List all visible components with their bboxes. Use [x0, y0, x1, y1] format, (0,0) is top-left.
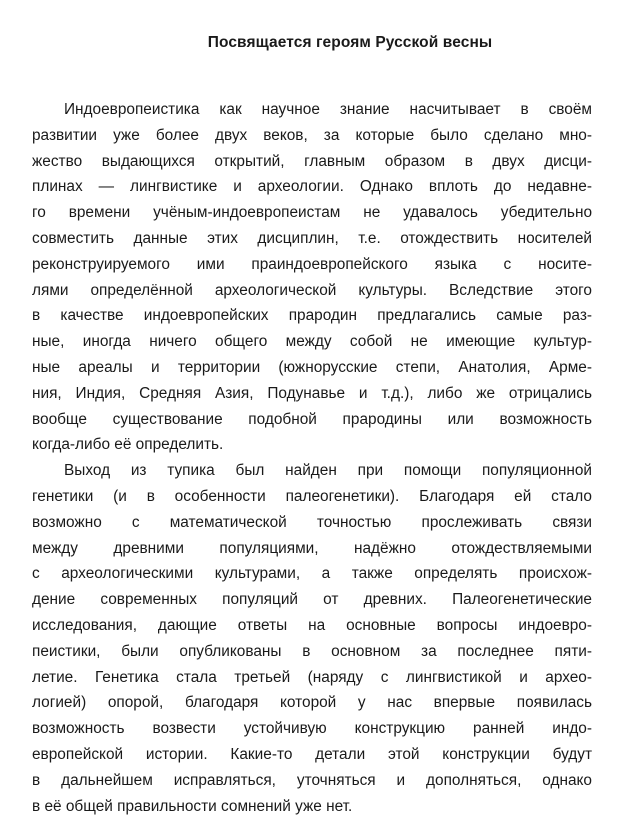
paragraph	[32, 97, 592, 458]
text-line: развитии уже более двух веков, за которые было сделано мно-	[32, 126, 592, 144]
text-line: возможность возвести устойчивую конструкцию ранней индо-	[32, 720, 592, 738]
text-line: ные ареалы и территории (южнорусские степи, Анатолия, Арме-	[32, 358, 592, 376]
text-line: пеистики, были опубликованы в основном за последнее пяти-	[32, 642, 592, 660]
text-line: с археологическими культурами, а также определять происхож-	[32, 565, 592, 583]
text-line: Индоевропеистика как научное знание насчитывает в своём	[64, 101, 592, 118]
text-line: Выход из тупика был найден при помощи популяционной	[64, 462, 592, 480]
text-line: возможно с математической точностью прослеживать связи	[32, 513, 592, 531]
text-line: реконструируемого ими праиндоевропейского языка с носите-	[32, 255, 592, 273]
text-line: в качестве индоевропейских прародин предлагались самые раз-	[32, 307, 592, 325]
text-line: лями определённой археологической культуры. Вследствие этого	[32, 281, 592, 299]
text-line: совместить данные этих дисциплин, т.е. отождествить носителей	[32, 229, 592, 247]
text-line: ные, иногда ничего общего между собой не имеющие культур-	[32, 333, 592, 351]
body-text	[32, 97, 592, 819]
text-line: летие. Генетика стала третьей (наряду с лингвистикой и архео-	[32, 668, 592, 686]
text-line: логией) опорой, благодаря которой у нас впервые появилась	[32, 694, 592, 712]
text-line: дение современных популяций от древних. Палеогенетические	[32, 591, 592, 609]
text-line: жество выдающихся открытий, главным образом в двух дисци-	[32, 152, 592, 170]
text-line: когда-либо её определить.	[32, 436, 224, 454]
text-line: между древними популяциями, надёжно отождествляемыми	[32, 539, 592, 557]
text-line: го времени учёным-индоевропеистам не удавалось убедительно	[32, 204, 592, 222]
text-line: европейской истории. Какие-то детали этой конструкции будут	[32, 745, 592, 763]
text-line: генетики (и в особенности палеогенетики). Благодаря ей стало	[32, 487, 592, 505]
dedication-heading: Посвящается героям Русской весны	[207, 34, 493, 51]
paragraph	[32, 458, 592, 819]
text-line: ния, Индия, Средняя Азия, Подунавье и т.д.), либо же отрицались	[32, 384, 592, 402]
text-line: в дальнейшем исправляться, уточняться и дополняться, однако	[32, 771, 592, 789]
text-line: плинах — лингвистике и археологии. Однако вплоть до недавне-	[32, 178, 592, 196]
text-line: в её общей правильности сомнений уже нет.	[32, 797, 353, 815]
text-line: вообще существование подобной прародины или возможность	[32, 410, 592, 428]
text-line: исследования, дающие ответы на основные вопросы индоевро-	[32, 616, 592, 634]
